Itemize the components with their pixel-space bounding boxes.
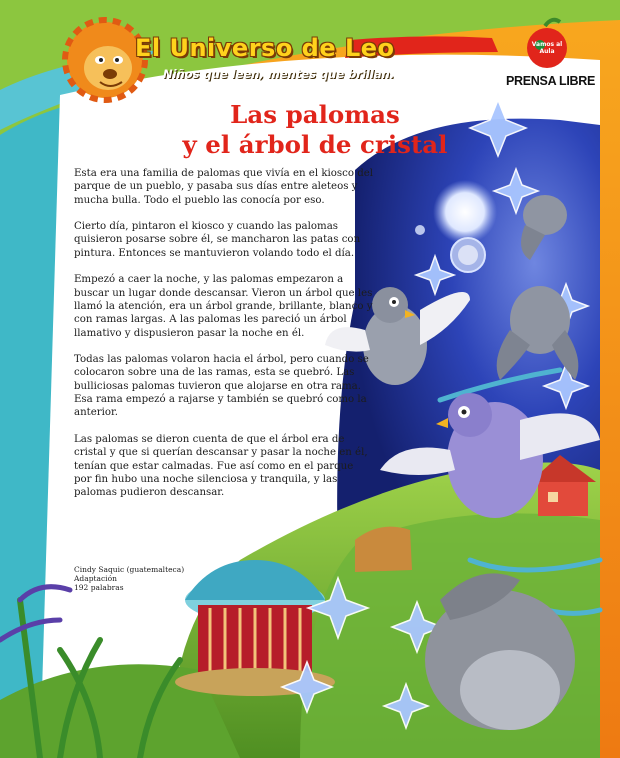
story-title-line-1: Las palomas: [230, 100, 400, 129]
story-title-line-2: y el árbol de cristal: [182, 130, 448, 159]
credit-word-count: 192 palabras: [74, 583, 124, 592]
story-paragraph: Esta era una familia de palomas que vivía en el kiosco del parque de un pueblo, y pasaba sus días entre aleteos y mucha bulla. Todo el pueblo las conocía por eso.: [74, 168, 374, 206]
story-title: [150, 100, 480, 160]
publisher-name: PRENSA LIBRE: [506, 74, 596, 88]
story-body: [74, 167, 374, 513]
pigeon-illustration-6: [451, 238, 485, 272]
brand-title: El Universo de Leo: [135, 34, 395, 62]
story-paragraph: Todas las palomas volaron hacia el árbol, pero cuando se colocaron sobre una de las ramas, esta se quebró. Las bulliciosas palomas tuvieron que alojarse en otra rama. Esa rama empezó a rajarse y también se quebró como la anterior.: [74, 354, 369, 419]
vamos-al-aula-logo: [524, 26, 570, 72]
story-credit: [74, 565, 224, 592]
brand-header: [135, 34, 475, 90]
story-paragraph: Las palomas se dieron cuenta de que el árbol era de cristal y que si querían descansar y pasar la noche en él, tenían que estar calmadas. Fue así como en el parque por fin hubo una noche silenciosa y tranquila, y las palomas pudieron descansar.: [74, 433, 368, 499]
credit-note: Adaptación: [74, 574, 117, 583]
vamos-al-aula-logo-text: Vamos al Aula: [531, 41, 563, 55]
credit-author: Cindy Saquic (guatemalteca): [74, 565, 185, 574]
story-paragraph: Cierto día, pintaron el kiosco y cuando las palomas quisieron posarse sobre él, se mancharon las patas con pintura. Entonces se mantuvieron volando todo el día.: [74, 221, 361, 259]
brand-tagline: Niños que leen, mentes que brillan.: [163, 67, 395, 81]
story-paragraph: Empezó a caer la noche, y las palomas empezaron a buscar un lugar donde descansar. Vieron un árbol que les llamó la atención, era un árbol grande, brillante, blanco y con ramas largas. A las palomas les pareció un árbol llamativo y dispusieron pasar la noche en él.: [74, 274, 373, 339]
